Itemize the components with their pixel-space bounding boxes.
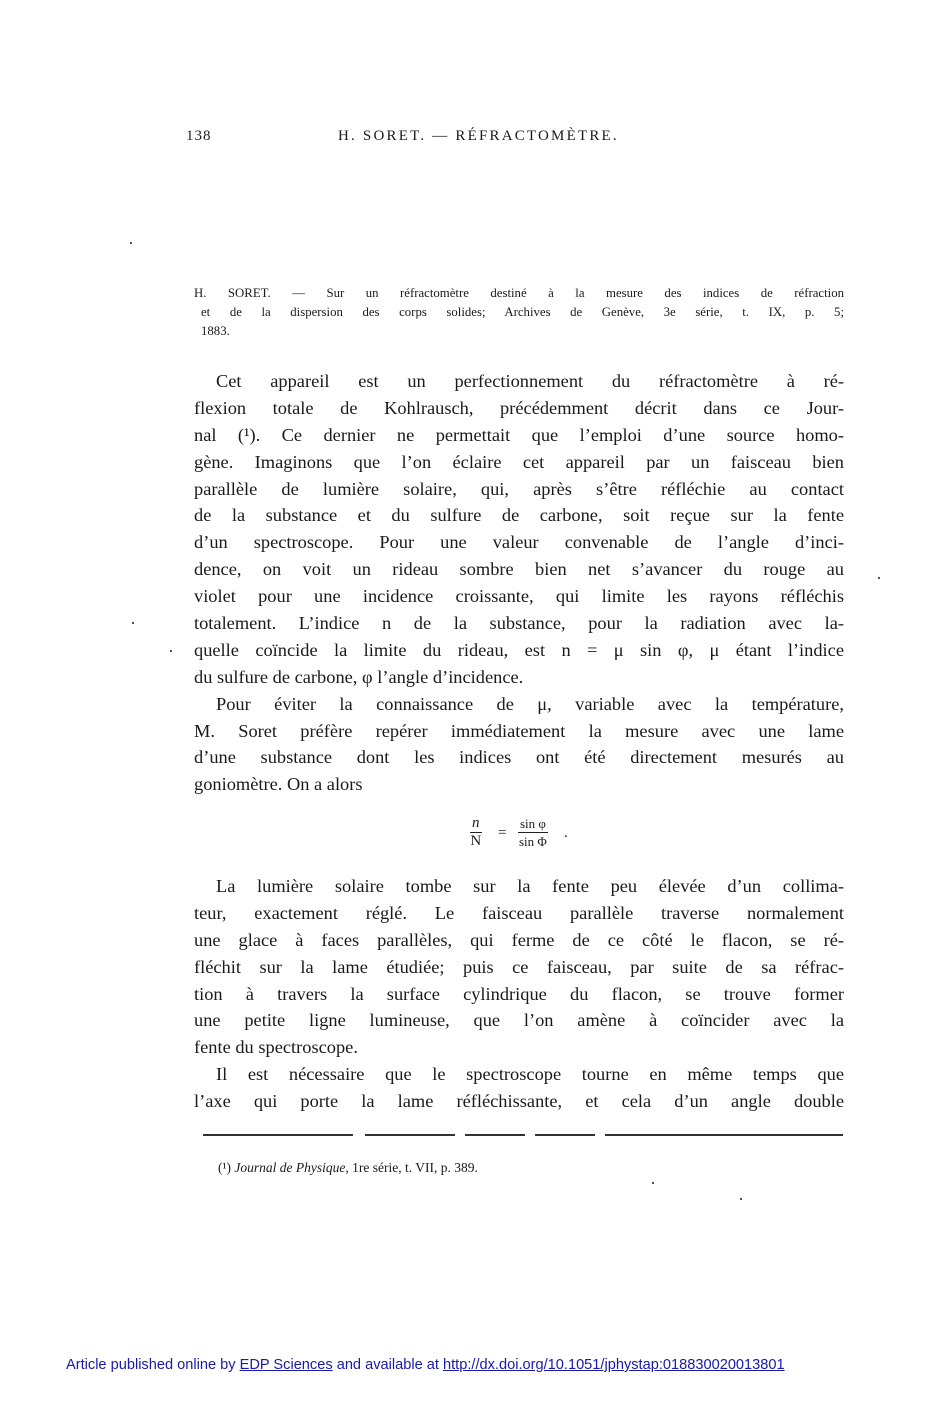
text-line: Cet appareil est un perfectionnement du réfractomètre à ré- (216, 371, 844, 391)
numerator: sin φ (520, 816, 546, 831)
publisher-notice (66, 1357, 785, 1373)
numerator: n (472, 815, 480, 831)
stray-mark (652, 1182, 654, 1184)
text-line: violet pour une incidence croissante, qui limite les rayons réfléchis (194, 586, 844, 607)
text-line: fléchit sur la lame étudiée; puis ce faisceau, par suite de sa réfrac- (194, 956, 844, 977)
reference-line: et de la dispersion des corps solides; Archives de Genève, 3e série, t. IX, p. 5; (201, 305, 844, 319)
text-line: totalement. L’indice n de la substance, pour la radiation avec la- (194, 613, 844, 634)
equation (470, 815, 590, 855)
text-line: une petite ligne lumineuse, que l’on amène à coïncider avec la (194, 1010, 844, 1031)
text-line: gène. Imaginons que l’on éclaire cet appareil par un faisceau bien (194, 451, 844, 472)
footnote-journal: Journal de Physique, (234, 1160, 349, 1175)
text-line: M. Soret préfère repérer immédiatement la mesure avec une lame (194, 720, 844, 741)
paragraph-3 (194, 873, 844, 1115)
stray-mark (130, 242, 132, 244)
stray-mark (132, 622, 134, 624)
publisher-middle: and available at (336, 1357, 439, 1373)
footnote-marker: (¹) (218, 1160, 232, 1175)
stray-mark (740, 1198, 742, 1200)
text-line: goniomètre. On a alors (194, 774, 363, 795)
footnote-rule (203, 1134, 843, 1136)
text-line: tion à travers la surface cylindrique du flacon, se trouve former (194, 983, 844, 1004)
reference-line: 1883. (201, 324, 230, 338)
text-line: parallèle de lumière solaire, qui, après s’être réfléchie au contact (194, 478, 844, 499)
text-line: quelle coïncide la limite du rideau, est n = μ sin φ, μ étant l’indice (194, 639, 844, 660)
publisher-prefix: Article published online by (66, 1357, 236, 1373)
text-line: Il est nécessaire que le spectroscope tourne en même temps que (216, 1064, 844, 1085)
footnote (218, 1160, 478, 1176)
reference-line: H. SORET. — Sur un réfractomètre destiné à la mesure des indices de réfraction (194, 286, 844, 300)
text-line: teur, exactement réglé. Le faisceau parallèle traverse normalement (194, 902, 844, 923)
edp-sciences-link[interactable]: EDP Sciences (239, 1357, 333, 1373)
running-title: H. SORET. — RÉFRACTOMÈTRE. (338, 128, 619, 144)
text-line: d’un spectroscope. Pour une valeur convenable de l’angle d’inci- (194, 532, 844, 553)
footnote-details: 1re série, t. VII, p. 389. (352, 1160, 478, 1175)
text-line: nal (¹). Ce dernier ne permettait que l’emploi d’une source homo- (194, 424, 844, 445)
denominator: sin Φ (519, 834, 547, 849)
text-line: flexion totale de Kohlrausch, précédemment décrit dans ce Jour- (194, 397, 844, 418)
text-line: Pour éviter la connaissance de μ, variable avec la température, (216, 693, 844, 714)
fraction-right (518, 815, 548, 850)
page-header (186, 128, 696, 152)
stray-mark (878, 577, 880, 579)
stray-mark (170, 650, 172, 652)
text-line: l’axe qui porte la lame réfléchissante, et cela d’un angle double (194, 1091, 844, 1112)
text-line: de la substance et du sulfure de carbone, soit reçue sur la fente (194, 505, 844, 526)
text-line: La lumière solaire tombe sur la fente peu élevée d’un collima- (216, 876, 844, 896)
equation-period: . (564, 825, 568, 841)
text-line: du sulfure de carbone, φ l’angle d’incidence. (194, 666, 524, 687)
paragraph-1 (194, 368, 844, 798)
text-line: une glace à faces parallèles, qui ferme de ce côté le flacon, se ré- (194, 929, 844, 950)
denominator: N (470, 833, 482, 849)
page-number: 138 (186, 128, 212, 144)
fraction-left (470, 815, 482, 850)
text-line: fente du spectroscope. (194, 1037, 358, 1058)
text-line: d’une substance dont les indices ont été directement mesurés au (194, 747, 844, 768)
text-line: dence, on voit un rideau sombre bien net s’avancer du rouge au (194, 559, 844, 580)
doi-link[interactable]: http://dx.doi.org/10.1051/jphystap:018830020013801 (443, 1357, 785, 1373)
equals-sign: = (498, 825, 507, 841)
bibliographic-reference (194, 284, 844, 341)
